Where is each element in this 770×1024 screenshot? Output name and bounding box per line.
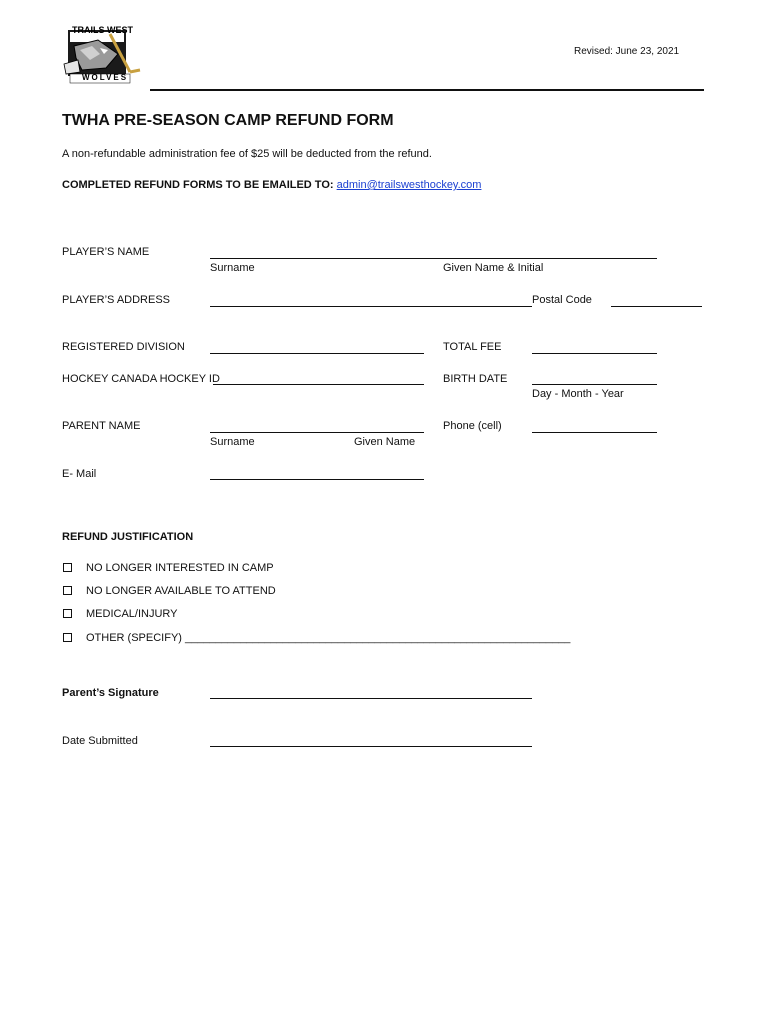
option-not-interested: NO LONGER INTERESTED IN CAMP xyxy=(86,562,274,574)
date-submitted-label: Date Submitted xyxy=(62,735,138,747)
option-not-available: NO LONGER AVAILABLE TO ATTEND xyxy=(86,585,276,597)
logo-bottom-text: WOLVES xyxy=(82,73,129,82)
phone-cell-label: Phone (cell) xyxy=(443,420,502,432)
logo-top-text: TRAILS WEST xyxy=(72,25,133,35)
fee-note: A non-refundable administration fee of $25 will be deducted from the refund. xyxy=(62,148,432,160)
email-field[interactable] xyxy=(210,479,424,480)
option-medical-injury: MEDICAL/INJURY xyxy=(86,608,178,620)
checkbox-medical-injury[interactable] xyxy=(63,609,72,618)
parent-given-name-caption: Given Name xyxy=(354,436,416,448)
birth-date-field[interactable] xyxy=(532,384,657,385)
checkbox-other[interactable] xyxy=(63,633,72,642)
hockey-canada-id-label: HOCKEY CANADA HOCKEY ID xyxy=(62,373,220,385)
players-address-label: PLAYER’S ADDRESS xyxy=(62,294,171,306)
parents-signature-label: Parent’s Signature xyxy=(62,687,159,699)
option-other-specify[interactable]: OTHER (SPECIFY) _______________________________________________________________ xyxy=(86,632,571,644)
parent-name-field[interactable] xyxy=(210,432,424,433)
players-name-field[interactable] xyxy=(210,258,657,259)
email-instruction-row xyxy=(62,179,481,191)
surname-caption: Surname xyxy=(210,262,255,274)
refund-justification-heading: REFUND JUSTIFICATION xyxy=(62,531,194,543)
email-link[interactable]: admin@trailswesthockey.com xyxy=(336,179,482,191)
postal-code-label: Postal Code xyxy=(532,294,592,306)
parent-name-label: PARENT NAME xyxy=(62,420,141,432)
given-name-caption: Given Name & Initial xyxy=(443,262,544,274)
checkbox-not-interested[interactable] xyxy=(63,563,72,572)
registered-division-field[interactable] xyxy=(210,353,424,354)
birth-date-label: BIRTH DATE xyxy=(443,373,508,385)
email-instruction: COMPLETED REFUND FORMS TO BE EMAILED TO: xyxy=(62,179,334,191)
date-format-caption: Day - Month - Year xyxy=(532,388,624,400)
parents-signature-field[interactable] xyxy=(210,698,532,699)
date-submitted-field[interactable] xyxy=(210,746,532,747)
email-label: E- Mail xyxy=(62,468,97,480)
total-fee-field[interactable] xyxy=(532,353,657,354)
total-fee-label: TOTAL FEE xyxy=(443,341,502,353)
trails-west-wolves-logo xyxy=(60,24,142,84)
checkbox-not-available[interactable] xyxy=(63,586,72,595)
form-title: TWHA PRE-SEASON CAMP REFUND FORM xyxy=(62,112,394,129)
revised-date: Revised: June 23, 2021 xyxy=(574,46,680,57)
hockey-canada-id-field[interactable] xyxy=(213,384,424,385)
header-rule xyxy=(150,89,704,91)
parent-surname-caption: Surname xyxy=(210,436,255,448)
postal-code-field[interactable] xyxy=(611,306,702,307)
phone-cell-field[interactable] xyxy=(532,432,657,433)
players-address-field[interactable] xyxy=(210,306,532,307)
registered-division-label: REGISTERED DIVISION xyxy=(62,341,185,353)
players-name-label: PLAYER’S NAME xyxy=(62,246,150,258)
